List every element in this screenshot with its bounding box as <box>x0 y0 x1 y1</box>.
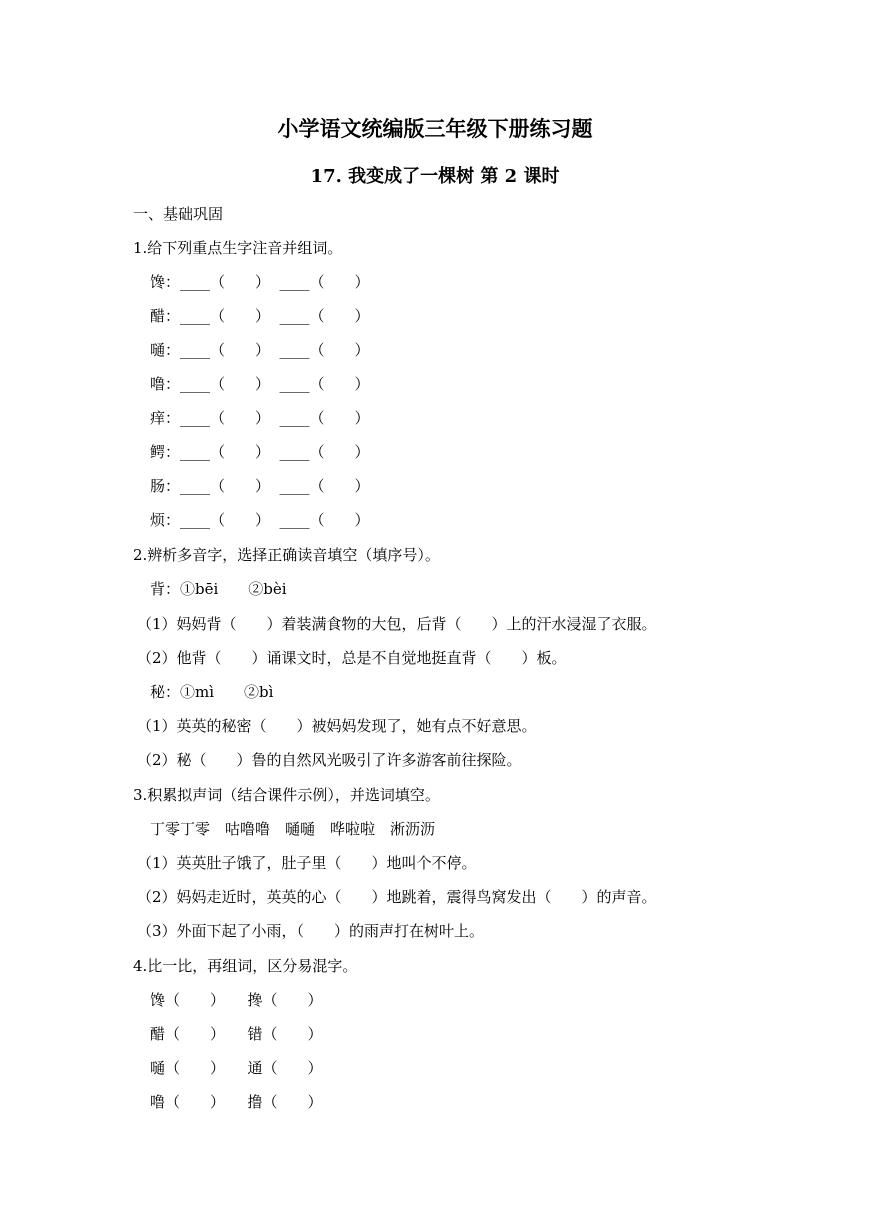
lesson-subtitle: 17. 我变成了一棵树 第 2 课时 <box>310 166 560 187</box>
question-1-prompt: 1.给下列重点生字注音并组词。 <box>133 239 343 257</box>
q4-row: 馋（ ） 搀（ ） <box>150 991 323 1009</box>
q4-row: 醋（ ） 错（ ） <box>150 1025 323 1043</box>
q2-options-mi: 秘：①mì ②bì <box>150 683 274 701</box>
q1-row: 烦：____（ ） ____（ ） <box>150 511 370 529</box>
q3-word-bank: 丁零丁零 咕噜噜 嗵嗵 哗啦啦 淅沥沥 <box>150 820 436 838</box>
question-4-prompt: 4.比一比，再组词，区分易混字。 <box>133 957 358 975</box>
q3-item: （2）妈妈走近时，英英的心（ ）地跳着，震得鸟窝发出（ ）的声音。 <box>137 888 657 906</box>
q2-item: （2）秘（ ）鲁的自然风光吸引了许多游客前往探险。 <box>137 751 522 769</box>
q1-row: 痒：____（ ） ____（ ） <box>150 409 370 427</box>
q1-row: 肠：____（ ） ____（ ） <box>150 477 370 495</box>
q1-row: 鳄：____（ ） ____（ ） <box>150 443 370 461</box>
q2-options-bei: 背：①bēi ②bèi <box>150 580 287 598</box>
q3-item: （1）英英肚子饿了，肚子里（ ）地叫个不停。 <box>137 854 477 872</box>
q1-row: 馋：____（ ） ____（ ） <box>150 273 370 291</box>
q3-item: （3）外面下起了小雨，（ ）的雨声打在树叶上。 <box>137 922 485 940</box>
question-3-prompt: 3.积累拟声词（结合课件示例），并选词填空。 <box>133 786 440 804</box>
question-2-prompt: 2.辨析多音字，选择正确读音填空（填序号）。 <box>133 546 440 564</box>
q2-item: （1）妈妈背（ ）着装满食物的大包，后背（ ）上的汗水浸湿了衣服。 <box>137 615 657 633</box>
q4-row: 噜（ ） 撸（ ） <box>150 1093 323 1111</box>
q2-item: （2）他背（ ）诵课文时，总是不自觉地挺直背（ ）板。 <box>137 649 567 667</box>
section-heading: 一、基础巩固 <box>133 205 224 223</box>
q1-row: 噜：____（ ） ____（ ） <box>150 375 370 393</box>
q1-row: 醋：____（ ） ____（ ） <box>150 307 370 325</box>
q4-row: 嗵（ ） 通（ ） <box>150 1059 323 1077</box>
q2-item: （1）英英的秘密（ ）被妈妈发现了，她有点不好意思。 <box>137 717 537 735</box>
document-title: 小学语文统编版三年级下册练习题 <box>277 116 593 141</box>
q1-row: 嗵：____（ ） ____（ ） <box>150 341 370 359</box>
